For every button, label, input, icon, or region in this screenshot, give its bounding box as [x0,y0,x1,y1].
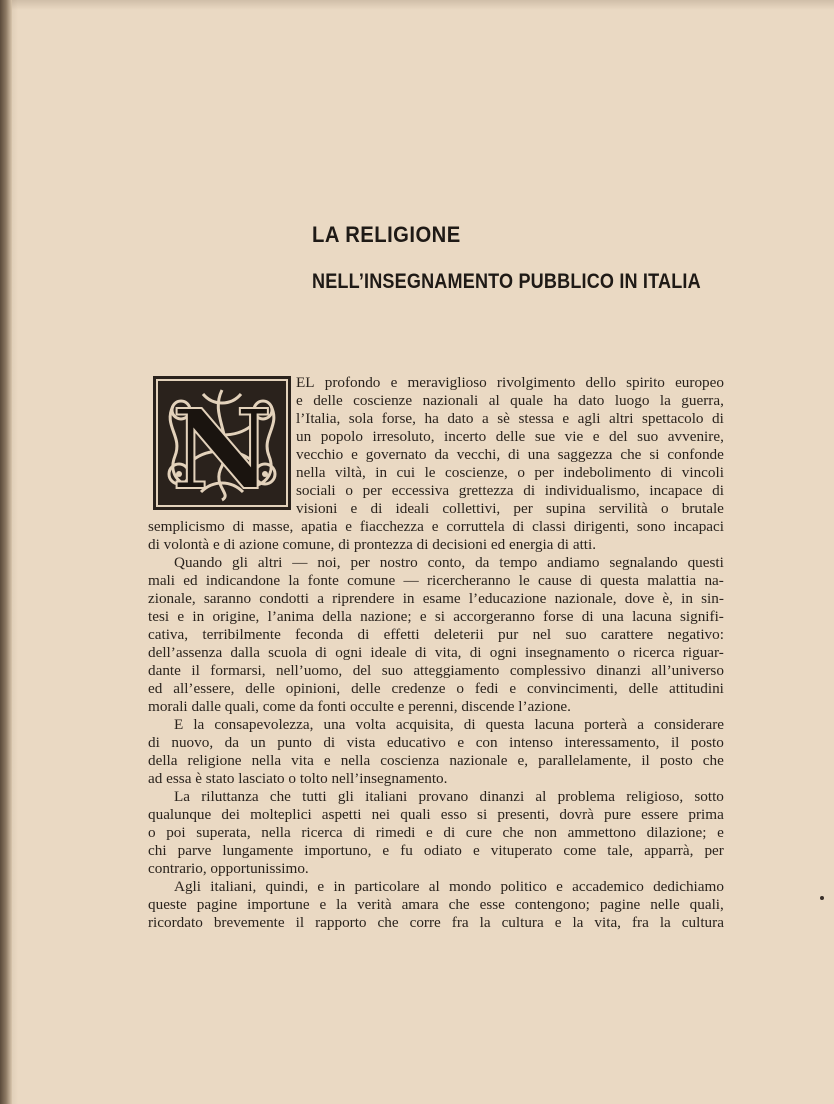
text-line: mali ed indicandone la fonte comune — ricercheranno le cause di questa malattia na- [148,572,724,589]
page-title: LA RELIGIONE [312,222,461,247]
text-line: un popolo irresoluto, incerto delle sue vie e del suo avvenire, [296,428,724,445]
text-line: cativa, terribilmente feconda di effetti deleterii pur nel suo carattere negativo: [148,626,724,643]
text-line: tesi e in origine, l’anima della nazione; e si accorgeranno forse di una lacuna signifi- [148,608,724,625]
text-line: Agli italiani, quindi, e in particolare al mondo politico e accademico dedichiamo [174,878,724,895]
text-line: ad essa è stato lasciato o tolto nell’insegnamento. [148,770,448,787]
paragraph-1 [148,374,724,554]
text-line: qualunque dei molteplici aspetti nei quali esso si presenti, dovrà pure essere prima [148,806,724,823]
text-line: l’Italia, sola forse, ha dato a sè stessa e agli altri spettacolo di [296,410,724,427]
text-line: dante il formarsi, nell’uomo, del suo atteggiamento complessivo dinanzi all’universo [148,662,724,679]
text-line: visioni e di ideali collettivi, per supina servilità o brutale [296,500,724,517]
text-line: ricordato brevemente il rapporto che corre fra la cultura e la vita, fra la cultura [148,914,724,931]
text-line: vecchio e governato da vecchi, di una saggezza che si confonde [296,446,724,463]
paper-spot [820,896,824,900]
text-line: nella viltà, in cui le coscienze, o per indebolimento di vincoli [296,464,724,481]
text-line: dell’assenza dalla scuola di ogni ideale di vita, di ogni insegnamento o ricerca riguar- [148,644,724,661]
page-subtitle: NELL’INSEGNAMENTO PUBBLICO IN ITALIA [312,270,701,293]
text-line: o poi superata, nella ricerca di rimedi e di cure che non ammettono dilazione; e [148,824,724,841]
paragraph-2 [148,554,724,716]
paragraph-5 [148,878,724,932]
text-line: e delle coscienze nazionali al quale ha dato luogo la guerra, [296,392,724,409]
paragraph-3 [148,716,724,788]
text-line: EL profondo e meraviglioso rivolgimento dello spirito europeo [296,374,724,391]
text-line: di volontà e di azione comune, di prontezza di decisioni ed energia di atti. [148,536,597,553]
text-line: della religione nella vita e nella coscienza nazionale e, parallelamente, il posto che [148,752,724,769]
binding-edge [0,0,12,1104]
text-line: sociali o per eccessiva grettezza di individualismo, incapace di [296,482,724,499]
text-line: di nuovo, da un punto di vista educativo e con intenso interessamento, il posto [148,734,724,751]
text-line: contrario, opportunissimo. [148,860,309,877]
text-line: zionale, saranno condotti a riprendere in esame l’educazione nazionale, dove è, in sin- [148,590,724,607]
text-line: queste pagine importune e la verità amara che esse contengono; pagine nelle quali, [148,896,724,913]
text-line: semplicismo di masse, apatia e fiacchezza e corruttela di classi dirigenti, sono incapaci [148,518,724,535]
text-line: chi parve lungamente importuno, e fu odiato e vituperato come tale, apparrà, per [148,842,724,859]
text-line: Quando gli altri — noi, per nostro conto, da tempo andiamo segnalando questi [174,554,724,571]
text-line: E la consapevolezza, una volta acquisita, di questa lacuna porterà a considerare [174,716,724,733]
drop-cap-letter: N [171,385,273,510]
text-line: morali dalle quali, come da fonti occulte e perenni, discende l’azione. [148,698,571,715]
text-line: ed all’essere, delle opinioni, delle credenze o fedi e convincimenti, delle attitudini [148,680,724,697]
paragraph-4 [148,788,724,878]
text-line: La riluttanza che tutti gli italiani provano dinanzi al problema religioso, sotto [174,788,724,805]
